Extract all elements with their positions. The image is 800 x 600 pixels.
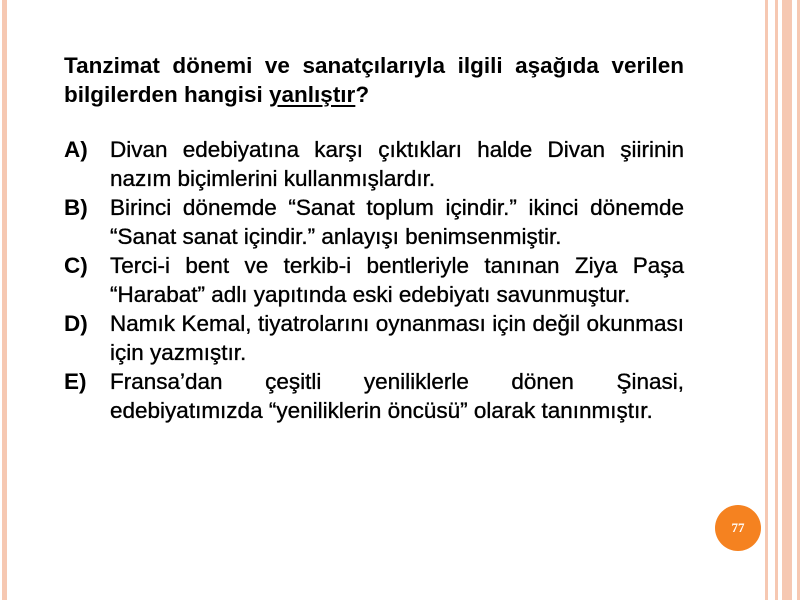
option-letter: E) [64, 369, 87, 394]
option-text: Divan edebiyatına karşı çıktıkları halde Divan şiirinin nazım biçimlerini kullanmışlardır. [110, 137, 684, 191]
question-block [64, 51, 684, 425]
option-text: Terci-i bent ve terkib-i bentleriyle tanınan Ziya Paşa “Harabat” adlı yapıtında eski edebiyatı savunmuştur. [110, 253, 684, 307]
option-letter: D) [64, 311, 88, 336]
option-text: Namık Kemal, tiyatrolarını oynanması için değil okunması için yazmıştır. [110, 311, 684, 365]
option-text: Fransa’dan çeşitli yeniliklerle dönen Şinasi, edebiyatımızda “yeniliklerin öncüsü” olarak tanınmıştır. [110, 369, 684, 423]
question-stem-emphasis: yanlıştır [269, 82, 356, 107]
option-b [64, 193, 684, 251]
option-a [64, 135, 684, 193]
option-text: Birinci dönemde “Sanat toplum içindir.” ikinci dönemde “Sanat sanat içindir.” anlayışı benimsenmiştir. [110, 195, 684, 249]
left-border-stripe [2, 0, 7, 600]
right-border-stripe [765, 0, 768, 600]
option-letter: C) [64, 253, 88, 278]
right-border-stripe [782, 0, 792, 600]
page-number-badge: 77 [715, 505, 761, 551]
option-letter: B) [64, 195, 88, 220]
option-c [64, 251, 684, 309]
question-stem [64, 51, 684, 109]
option-e [64, 367, 684, 425]
option-d [64, 309, 684, 367]
right-border-stripe [775, 0, 778, 600]
option-letter: A) [64, 137, 88, 162]
question-stem-end: ? [355, 82, 370, 107]
question-stem-text: Tanzimat dönemi ve sanatçılarıyla ilgili aşağıda verilen bilgilerden hangisi [64, 53, 684, 107]
